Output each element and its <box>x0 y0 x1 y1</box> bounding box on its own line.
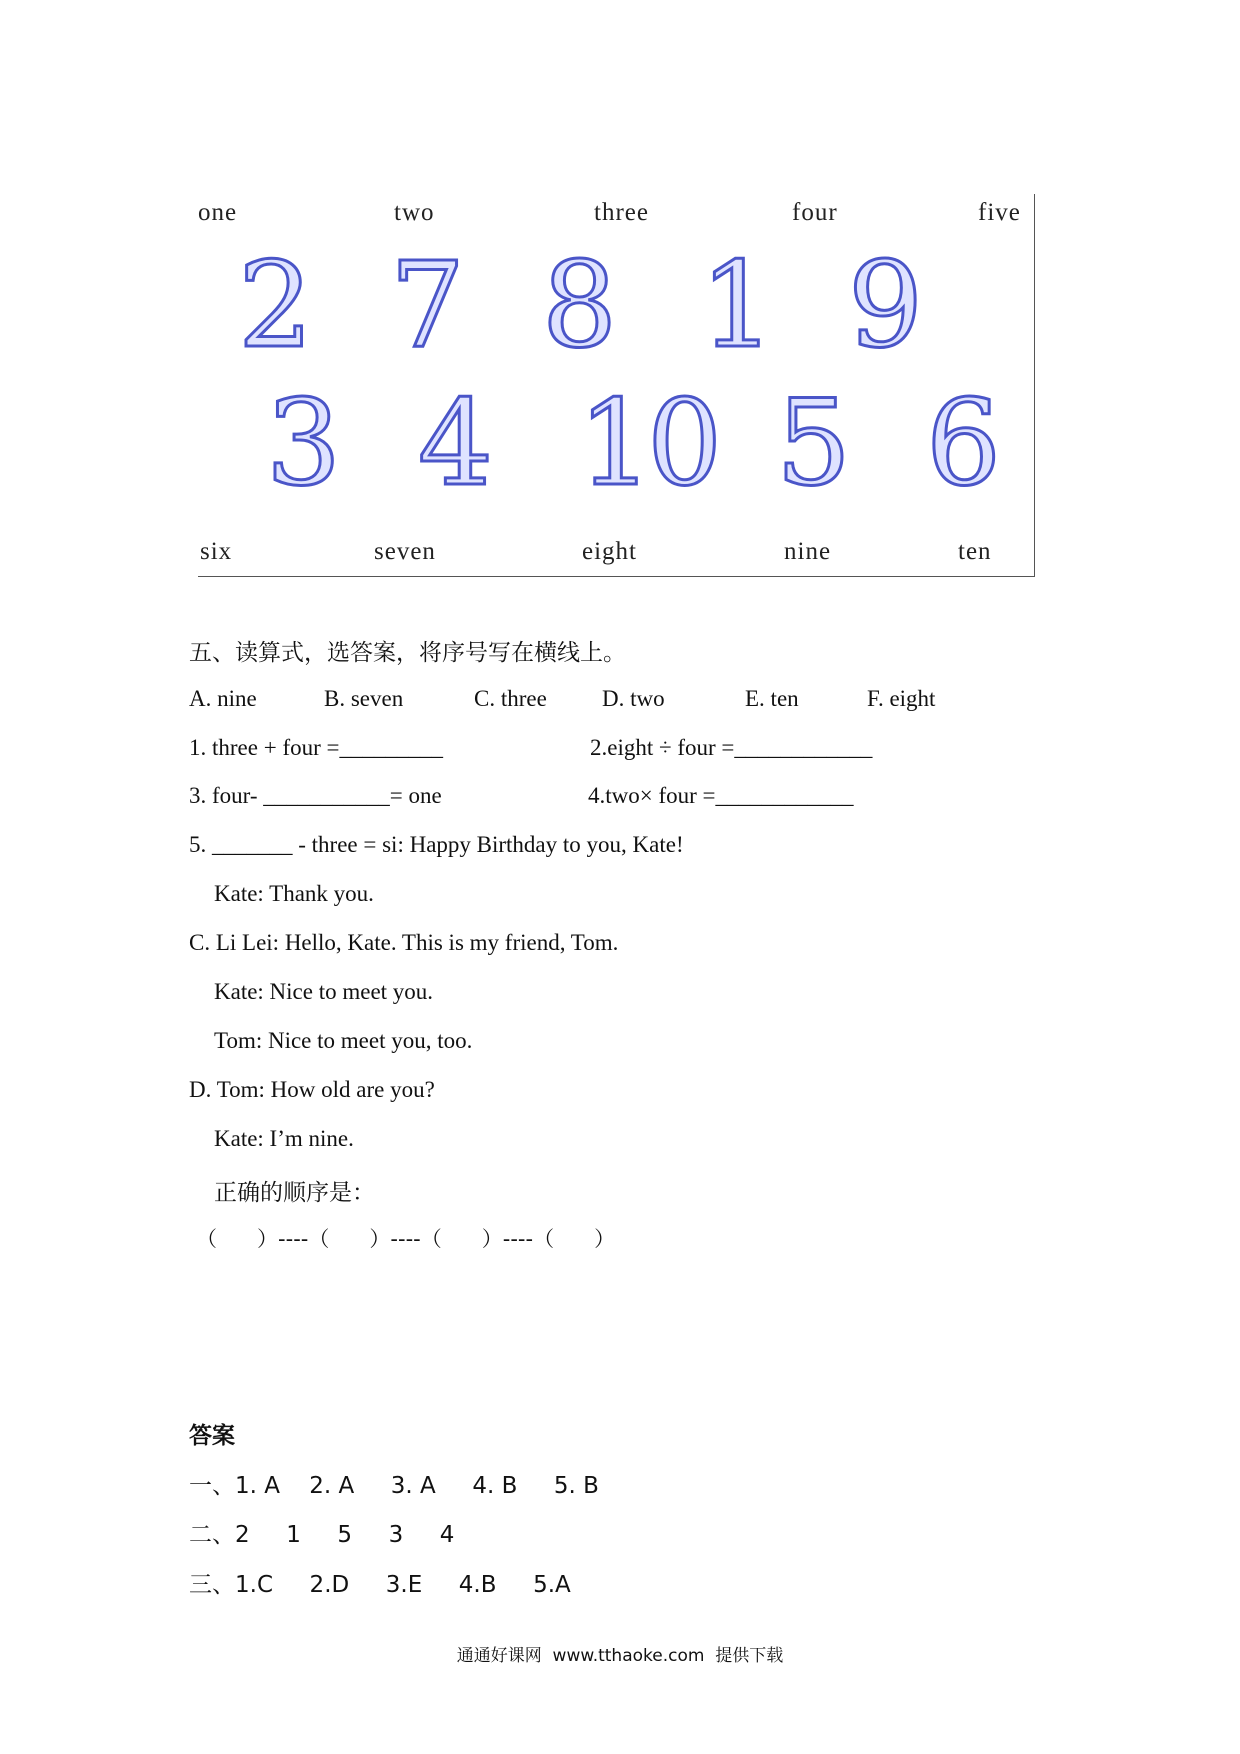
digit-3: 3 <box>266 374 336 512</box>
word-five: five <box>978 199 1021 226</box>
digit-5: 5 <box>776 374 846 512</box>
order-blanks: （ ）----（ ）----（ ）----（ ） <box>196 1227 616 1251</box>
option-b: B. seven <box>324 686 404 711</box>
option-d: D. two <box>602 686 665 711</box>
answers-heading: 答案 <box>189 1423 235 1449</box>
option-a: A. nine <box>189 686 257 711</box>
dialogue-c-lilei: C. Li Lei: Hello, Kate. This is my friend, Tom. <box>189 930 619 955</box>
word-nine: nine <box>784 538 832 565</box>
digit-6: 6 <box>926 374 996 512</box>
word-six: six <box>200 538 233 565</box>
option-f: F. eight <box>867 686 936 711</box>
section5-heading: 五、读算式，选答案，将序号写在横线上。 <box>189 640 626 666</box>
question-2: 2.eight ÷ four =____________ <box>590 735 873 760</box>
footer: 通通好课网 www.tthaoke.com 提供下载 <box>456 1646 784 1666</box>
number-matching-figure <box>198 194 1035 577</box>
dialogue-c-kate: Kate: Nice to meet you. <box>214 979 434 1004</box>
answers-line-2: 二、2 1 5 3 4 <box>189 1522 455 1548</box>
digit-9: 9 <box>848 236 918 374</box>
dialogue-b-kate: Kate: Thank you. <box>214 881 374 906</box>
digit-1: 1 <box>700 236 770 374</box>
dialogue-d-tom: D. Tom: How old are you? <box>189 1077 435 1102</box>
answers-line-3: 三、1.C 2.D 3.E 4.B 5.A <box>189 1572 571 1598</box>
word-ten: ten <box>958 538 992 565</box>
answers-line-1: 一、1. A 2. A 3. A 4. B 5. B <box>189 1473 599 1499</box>
option-c: C. three <box>474 686 547 711</box>
word-eight: eight <box>582 538 637 565</box>
digit-10: 10 <box>578 374 717 512</box>
question-4: 4.two× four =____________ <box>588 783 854 808</box>
word-three: three <box>594 199 649 226</box>
word-seven: seven <box>374 538 436 565</box>
word-four: four <box>792 199 838 226</box>
question-5: 5. _______ - three = si: Happy Birthday to you, Kate! <box>189 832 684 857</box>
digit-2: 2 <box>238 236 308 374</box>
option-e: E. ten <box>745 686 799 711</box>
word-one: one <box>198 199 238 226</box>
dialogue-d-kate: Kate: I’m nine. <box>214 1126 354 1151</box>
digit-7: 7 <box>390 236 460 374</box>
question-1: 1. three + four =_________ <box>189 735 443 760</box>
order-label: 正确的顺序是： <box>214 1180 375 1206</box>
dialogue-c-tom: Tom: Nice to meet you, too. <box>214 1028 473 1053</box>
word-two: two <box>394 199 435 226</box>
digit-8: 8 <box>542 236 612 374</box>
question-3: 3. four- ___________= one <box>189 783 442 808</box>
digit-4: 4 <box>418 374 488 512</box>
